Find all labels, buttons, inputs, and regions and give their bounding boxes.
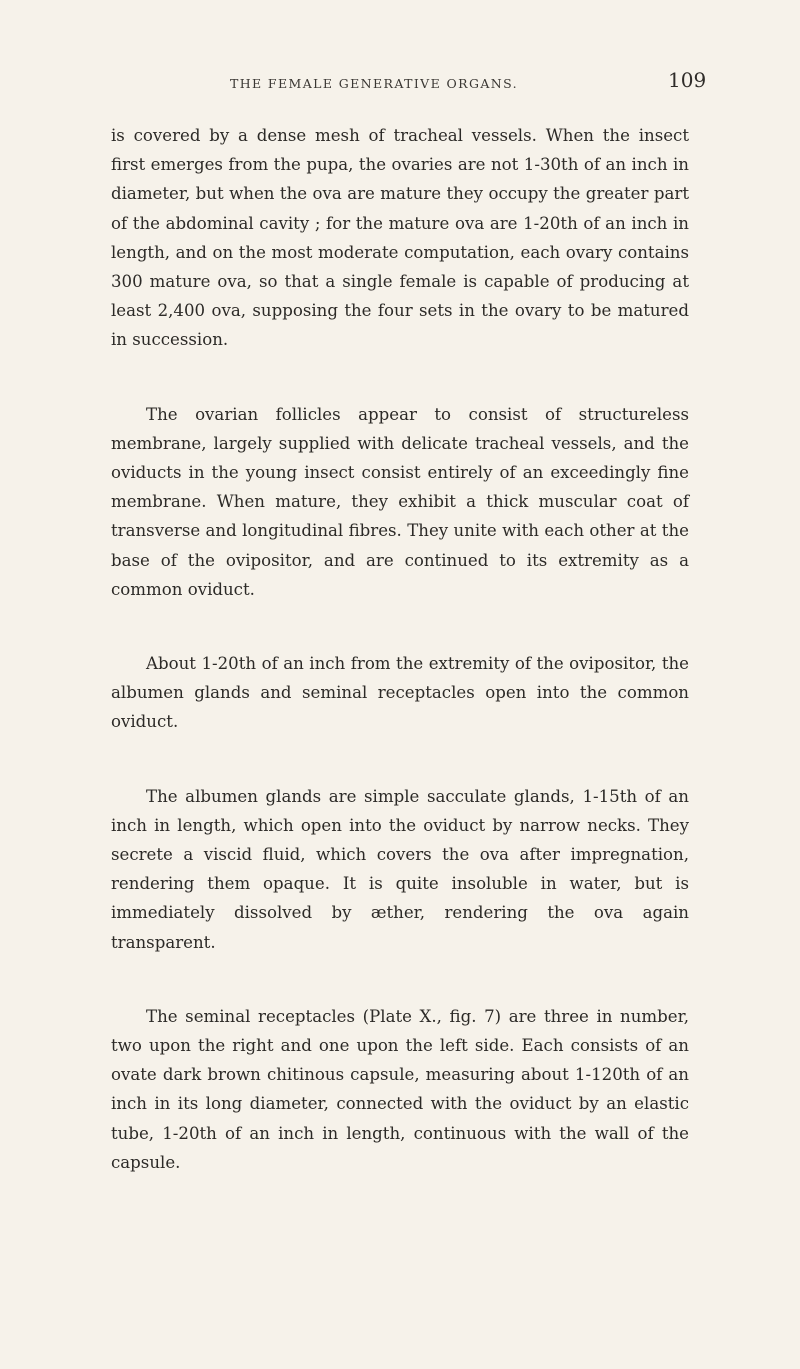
body-text — [111, 121, 689, 1177]
paragraph-1: is covered by a dense mesh of tracheal vessels. When the insect first emerges from the pupa, the ovaries are not 1-30th of an inch in diameter, but when the ova are mature they occupy the greater part of the abdominal cavity ; for the mature ova are 1-20th of an inch in length, and on the most moderate computation, each ovary contains 300 mature ova, so that a single female is capable of producing at least 2,400 ova, supposing the four sets in the ovary to be matured in succession. — [111, 126, 689, 350]
page-number: 109 — [668, 68, 707, 92]
paragraph-3: About 1-20th of an inch from the extremity of the ovipositor, the albumen glands and seminal receptacles open into the common oviduct. — [111, 654, 689, 732]
paragraph-5: The seminal receptacles (Plate X., fig. 7) are three in number, two upon the right and one upon the left side. Each consists of an ovate dark brown chitinous capsule, measuring about 1-120th of an inch in its long diameter, connected with the oviduct by an elastic tube, 1-20th of an inch in length, continuous with the wall of the capsule. — [111, 1006, 689, 1172]
paragraph-4: The albumen glands are simple sacculate glands, 1-15th of an inch in length, which open into the oviduct by narrow necks. They secrete a viscid fluid, which covers the ova after impregnation, rendering them opaque. It is quite insoluble in water, but is immediately dissolved by æther, rendering the ova again transparent. — [111, 786, 689, 952]
running-head: THE FEMALE GENERATIVE ORGANS. — [230, 76, 518, 91]
paragraph-2: The ovarian follicles appear to consist of structureless membrane, largely supplied with delicate tracheal vessels, and the oviducts in the young insect consist entirely of an exceedingly fine membrane. When mature, they exhibit a thick muscular coat of transverse and longitudinal fibres. They unite with each other at the base of the ovipositor, and are continued to its extremity as a common oviduct. — [111, 404, 689, 599]
